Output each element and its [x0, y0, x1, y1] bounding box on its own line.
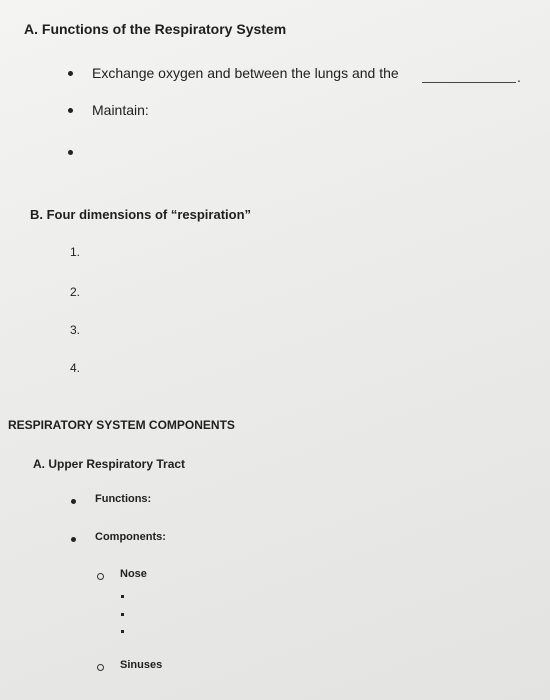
- section-b-heading: B. Four dimensions of “respiration”: [30, 207, 252, 222]
- sinuses-label: Sinuses: [120, 659, 163, 671]
- bullet-dot: [68, 71, 73, 76]
- list-item-number: 4.: [70, 361, 81, 375]
- bullet-maintain-text: Maintain:: [92, 102, 149, 118]
- circle-bullet-icon: [97, 664, 104, 671]
- list-item-number: 1.: [70, 245, 81, 259]
- bullet-exchange-text: Exchange oxygen and between the lungs and the: [92, 65, 399, 81]
- list-item-number: 2.: [70, 285, 81, 299]
- period: .: [517, 69, 521, 85]
- square-bullet-icon: [121, 613, 124, 616]
- upper-tract-heading: A. Upper Respiratory Tract: [33, 457, 186, 471]
- bullet-dot-empty: [68, 150, 73, 155]
- square-bullet-icon: [121, 630, 124, 633]
- bullet-dot: [71, 499, 76, 504]
- section-a-heading: A. Functions of the Respiratory System: [24, 21, 287, 37]
- square-bullet-icon: [121, 595, 124, 598]
- functions-label: Functions:: [95, 493, 152, 505]
- bullet-dot: [71, 537, 76, 542]
- nose-label: Nose: [120, 568, 147, 580]
- components-label: Components:: [95, 531, 166, 543]
- components-title: RESPIRATORY SYSTEM COMPONENTS: [8, 418, 235, 432]
- fill-blank-line: [422, 82, 516, 83]
- list-item-number: 3.: [70, 323, 81, 337]
- bullet-dot: [68, 108, 73, 113]
- circle-bullet-icon: [97, 573, 104, 580]
